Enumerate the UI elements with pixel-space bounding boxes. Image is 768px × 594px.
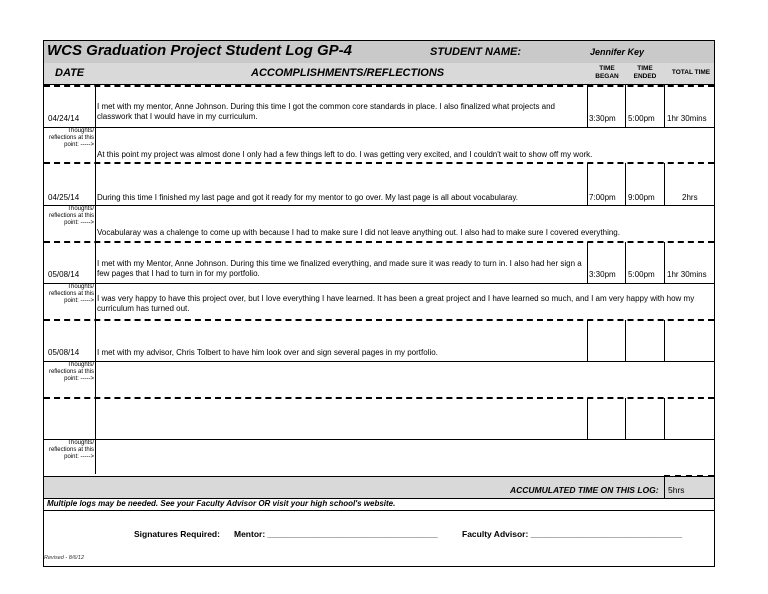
student-name-value: Jennifer Key	[590, 47, 645, 57]
accomplishments-column-header: ACCOMPLISHMENTS/REFLECTIONS	[251, 67, 445, 79]
entry-time-began: 3:30pm	[589, 114, 616, 123]
accumulated-time-label: ACCUMULATED TIME ON THIS LOG:	[510, 485, 659, 495]
form-title: WCS Graduation Project Student Log GP-4	[47, 42, 353, 59]
thoughts-label: Thoughts/ reflections at this point: ----->	[48, 362, 94, 382]
entry-date: 04/24/14	[48, 114, 80, 123]
entry-date: 05/08/14	[48, 270, 80, 279]
mentor-signature-field[interactable]: Mentor: ____________________________________	[234, 529, 438, 539]
entry-time-began: 3:30pm	[589, 270, 616, 279]
time-ended-header: TIME ENDED	[633, 65, 657, 80]
row-divider	[44, 510, 714, 511]
thoughts-label: Thoughts/ reflections at this point: ----->	[48, 284, 94, 304]
began-divider	[587, 163, 588, 205]
row-divider	[44, 283, 714, 284]
total-divider	[664, 398, 665, 439]
entry-total-time: 1hr 30mins	[667, 114, 707, 123]
column-header-row	[44, 63, 714, 85]
total-time-header: TOTAL TIME	[671, 69, 711, 76]
thoughts-label: Thoughts/ reflections at this point: ----->	[48, 440, 94, 460]
date-column-header: DATE	[55, 67, 85, 79]
ended-divider	[625, 398, 626, 439]
dashed-divider	[664, 475, 714, 477]
title-bar	[44, 41, 714, 64]
entry-thought: I was very happy to have this project over, but I love everything I have learned. It has been a great project and I have learned so much, and I am very happy with how my curriculum has turned out.	[97, 294, 695, 313]
total-divider	[664, 242, 665, 283]
dashed-divider	[44, 85, 714, 87]
entry-time-ended: 9:00pm	[628, 193, 655, 202]
entry-text: I met with my Mentor, Anne Johnson. During this time we finalized everything, and made sure it was ready to turn in. I also had her sign a few pages that I had to turn in for my portfolio.	[97, 259, 582, 278]
row-divider	[44, 439, 714, 440]
began-divider	[587, 320, 588, 361]
row-divider	[44, 127, 714, 128]
revision-date: Revised - 8/6/12	[44, 555, 85, 561]
entry-date: 05/08/14	[48, 348, 80, 357]
dashed-divider	[44, 397, 714, 399]
entry-text: I met with my mentor, Anne Johnson. During this time I got the common core standards in place. I also finalized what projects and classwork that I would have in my curriculum.	[97, 102, 556, 121]
multiple-logs-note: Multiple logs may be needed. See your Faculty Advisor OR visit your high school's website.	[47, 499, 396, 508]
entry-text: I met with my advisor, Chris Tolbert to have him look over and sign several pages in my portfolio.	[97, 348, 438, 357]
time-began-header: TIME BEGAN	[595, 65, 619, 80]
total-divider	[664, 85, 665, 127]
signatures-required-label: Signatures Required:	[134, 529, 220, 539]
entry-time-began: 7:00pm	[589, 193, 616, 202]
student-name-label: STUDENT NAME:	[430, 46, 522, 58]
entry-time-ended: 5:00pm	[628, 270, 655, 279]
entry-total-time: 1hr 30mins	[667, 270, 707, 279]
ended-divider	[625, 85, 626, 127]
faculty-advisor-signature-field[interactable]: Faculty Advisor: ________________________________	[462, 529, 682, 539]
entry-total-time: 2hrs	[682, 193, 698, 202]
entry-text: During this time I finished my last page and got it ready for my mentor to go over. My last page is all about vocabularay.	[97, 193, 518, 202]
total-divider	[664, 163, 665, 205]
accumulated-time-bar	[44, 476, 714, 499]
student-log-form	[43, 40, 715, 567]
date-column-divider	[95, 84, 96, 474]
ended-divider	[625, 163, 626, 205]
dashed-divider	[44, 162, 714, 164]
dashed-divider	[44, 319, 714, 321]
began-divider	[587, 85, 588, 127]
ended-divider	[625, 242, 626, 283]
accumulated-divider	[664, 477, 665, 498]
entry-thought: Vocabularay was a chalenge to come up with because I had to make sure I did not leave anything out. I also had to make sure I covered everything.	[97, 228, 620, 237]
accumulated-time-value: 5hrs	[668, 485, 685, 495]
entry-date: 04/25/14	[48, 193, 80, 202]
began-divider	[587, 242, 588, 283]
total-divider	[664, 320, 665, 361]
row-divider	[44, 205, 714, 206]
entry-thought: At this point my project was almost done I only had a few things left to do. I was getting very excited, and I couldn't wait to show off my work.	[97, 150, 593, 159]
thoughts-label: Thoughts/ reflections at this point: ----->	[48, 128, 94, 148]
ended-divider	[625, 320, 626, 361]
dashed-divider	[44, 241, 714, 243]
row-divider	[44, 361, 714, 362]
began-divider	[587, 398, 588, 439]
entry-time-ended: 5:00pm	[628, 114, 655, 123]
thoughts-label: Thoughts/ reflections at this point: ----->	[48, 206, 94, 226]
